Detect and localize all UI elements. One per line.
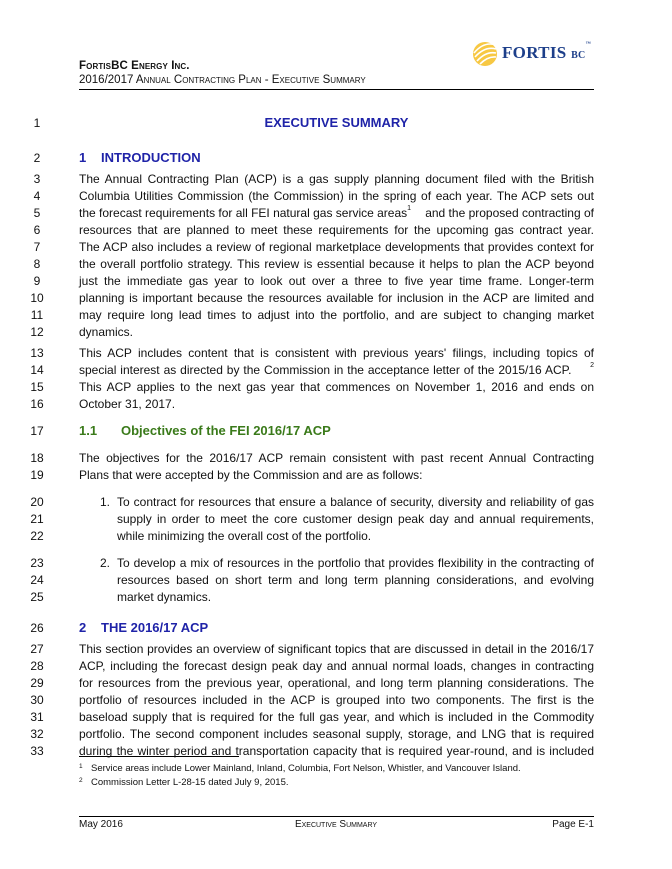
- footer-date: May 2016: [79, 819, 123, 830]
- section-heading-introduction: [79, 150, 201, 165]
- paragraph-line: The ACP also includes a review of regional marketplace developments that provides context for: [79, 240, 594, 254]
- section-number: 1: [79, 150, 87, 165]
- line-number: 22: [30, 529, 44, 543]
- paragraph-line: portfolio of resources included in the ACP is grouped into two components. The first is the: [79, 693, 594, 707]
- line-number: 33: [30, 744, 44, 758]
- paragraph-line: during the winter period and transportation capacity that is required year-round, and is included: [79, 744, 594, 758]
- paragraph-line: October 31, 2017.: [79, 397, 176, 411]
- line-number: 16: [30, 397, 44, 411]
- line-number: 18: [30, 451, 44, 465]
- section-number: 2: [79, 620, 87, 635]
- fortis-logo: [470, 38, 591, 68]
- logo-text: FORTIS: [502, 43, 567, 62]
- paragraph-line: just the immediate gas year to look out over a three to five year time frame. Longer-term: [79, 274, 594, 288]
- list-item-line: To develop a mix of resources in the portfolio that provides flexibility in the contracting of: [117, 556, 594, 570]
- paragraph-line: may require long lead times to adjust into the portfolio, and are subject to changing market: [79, 308, 594, 322]
- footnote-2: [79, 777, 289, 788]
- footer-rule: [79, 816, 594, 817]
- line-number: 31: [30, 710, 44, 724]
- paragraph-line: ACP, including the forecast design peak day and annual normal loads, changes in contracting: [79, 659, 594, 673]
- section-title: THE 2016/17 ACP: [101, 620, 209, 635]
- footer-page-number: Page E-1: [552, 819, 594, 830]
- footnote-mark: 2: [79, 777, 83, 784]
- list-marker: 2.: [100, 556, 111, 570]
- line-number: 20: [30, 495, 44, 509]
- line-number: 32: [30, 727, 44, 741]
- line-number: 5: [33, 206, 41, 220]
- line-number: 13: [30, 346, 44, 360]
- paragraph-line: baseload supply that is required for the full gas year, and which is included in the Commodity: [79, 710, 594, 724]
- line-number: 23: [30, 556, 44, 570]
- section-heading-acp: [79, 620, 208, 635]
- line-number: 3: [33, 172, 41, 186]
- list-item-line: market dynamics.: [117, 590, 212, 604]
- section-title: INTRODUCTION: [101, 150, 201, 165]
- line-number: 14: [30, 363, 44, 377]
- paragraph-line: This ACP applies to the next gas year that commences on November 1, 2016 and ends on: [79, 380, 594, 394]
- list-item-line: To contract for resources that ensure a balance of security, diversity and reliability of gas: [117, 495, 594, 509]
- footnote-text: Commission Letter L-28-15 dated July 9, 2015.: [91, 777, 289, 788]
- paragraph-line: Plans that were accepted by the Commission and are as follows:: [79, 468, 423, 482]
- line-number: 4: [33, 189, 41, 203]
- footnote-mark: 1: [79, 763, 83, 770]
- line-number: 9: [33, 274, 41, 288]
- paragraph-text: the forecast requirements for all FEI natural gas service areas: [79, 206, 408, 220]
- footnote-text: Service areas include Lower Mainland, Inland, Columbia, Fort Nelson, Whistler, and Vancouver Island.: [91, 763, 521, 774]
- line-number: 21: [30, 512, 44, 526]
- section-title: Objectives of the FEI 2016/17 ACP: [121, 423, 331, 438]
- line-number: 30: [30, 693, 44, 707]
- line-number: 19: [30, 468, 44, 482]
- line-number: 6: [33, 223, 41, 237]
- line-number: 24: [30, 573, 44, 587]
- footer-section: Executive Summary: [294, 819, 378, 830]
- footnote-ref[interactable]: 1: [407, 205, 412, 212]
- line-number: 29: [30, 676, 44, 690]
- paragraph-line: the overall portfolio strategy. This review is essential because it helps to plan the ACP beyond: [79, 257, 594, 271]
- line-number: 1: [33, 116, 41, 130]
- paragraph-text: special interest as directed by the Commission in the acceptance letter of the 2015/16 ACP.: [79, 363, 572, 377]
- paragraph-line: The Annual Contracting Plan (ACP) is a gas supply planning document filed with the British: [79, 172, 594, 186]
- paragraph-line: The objectives for the 2016/17 ACP remain consistent with past recent Annual Contracting: [79, 451, 594, 465]
- fortis-sunburst-icon: [470, 39, 498, 67]
- paragraph-line: dynamics.: [79, 325, 134, 339]
- paragraph-text: and the proposed contracting of: [425, 206, 594, 220]
- line-number: 15: [30, 380, 44, 394]
- line-number: 11: [30, 308, 44, 322]
- line-number: 12: [30, 325, 44, 339]
- list-item-line: resources based on short term and long term planning considerations, and evolving: [117, 573, 594, 587]
- line-number: 25: [30, 590, 44, 604]
- paragraph-line: [79, 363, 594, 377]
- paragraph-line: This section provides an overview of significant topics that are discussed in detail in the 2016/17: [79, 642, 594, 656]
- paragraph-line: Columbia Utilities Commission (the Commission) in the spring of each year. The ACP sets out: [79, 189, 594, 203]
- paragraph-line: [79, 206, 594, 220]
- header-company: FortisBC Energy Inc.: [79, 60, 190, 72]
- list-item-line: supply in order to meet the core customer design peak day and annual requirements,: [117, 512, 594, 526]
- section-heading-objectives: [79, 423, 331, 438]
- footnote-ref[interactable]: 2: [590, 362, 594, 369]
- line-number: 26: [30, 621, 44, 635]
- header-subtitle: 2016/2017 Annual Contracting Plan - Executive Summary: [79, 74, 366, 86]
- line-number: 2: [33, 151, 41, 165]
- footnote-separator: [79, 756, 239, 757]
- paragraph-line: planning is important because the resources available for inclusion in the ACP are limited and: [79, 291, 594, 305]
- line-number: 8: [33, 257, 41, 271]
- header-rule: [79, 89, 594, 90]
- page-title: EXECUTIVE SUMMARY: [264, 115, 409, 130]
- section-number: 1.1: [79, 423, 98, 438]
- line-number: 27: [30, 642, 44, 656]
- line-number: 7: [33, 240, 41, 254]
- line-number: 17: [30, 424, 44, 438]
- line-number: 10: [30, 291, 44, 305]
- paragraph-line: for resources from the previous year, operational, and long term planning considerations. The: [79, 676, 594, 690]
- list-marker: 1.: [100, 495, 111, 509]
- logo-tm: ™: [585, 42, 591, 47]
- logo-suffix: BC: [571, 50, 586, 61]
- footnote-1: [79, 763, 521, 774]
- paragraph-line: This ACP includes content that is consistent with previous years' filings, including topics of: [79, 346, 594, 360]
- list-item-line: while minimizing the overall cost of the portfolio.: [117, 529, 372, 543]
- paragraph-line: resources that are planned to meet these requirements for the upcoming gas contract year.: [79, 223, 594, 237]
- line-number: 28: [30, 659, 44, 673]
- paragraph-line: portfolio. The second component includes seasonal supply, storage, and LNG that is required: [79, 727, 594, 741]
